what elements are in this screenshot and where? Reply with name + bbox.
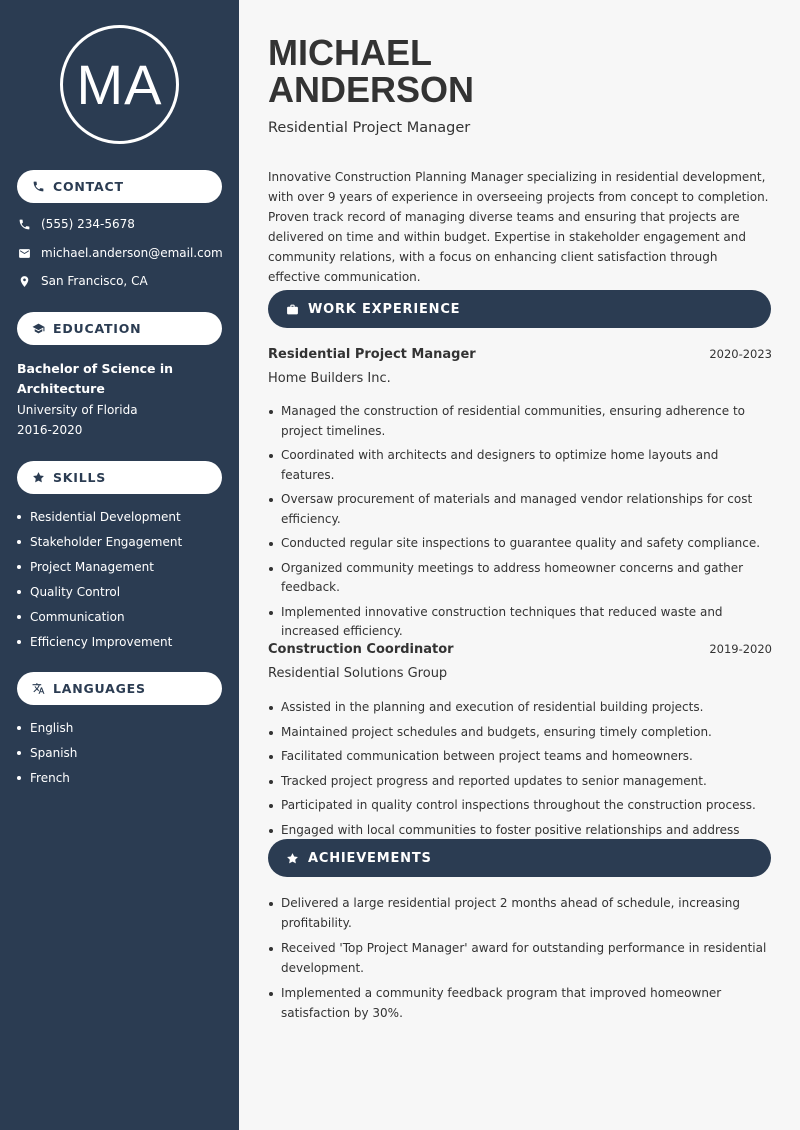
- job-bullet: Implemented innovative construction techniques that reduced waste and increased efficiency.: [268, 603, 772, 642]
- sidebar: [0, 0, 239, 1130]
- skill-item: Quality Control: [17, 579, 182, 604]
- job-title: Residential Project Manager: [268, 120, 471, 136]
- education-degree: Bachelor of Science in Architecture: [17, 361, 174, 396]
- achievements-label: ACHIEVEMENTS: [308, 850, 432, 866]
- education-heading-label: EDUCATION: [53, 321, 142, 336]
- avatar: [60, 25, 179, 144]
- contact-email-text: michael.anderson@email.com: [41, 246, 223, 260]
- job-bullets: [268, 698, 772, 860]
- language-item: English: [17, 715, 77, 740]
- graduation-cap-icon: [31, 322, 45, 336]
- skill-item: Residential Development: [17, 504, 182, 529]
- contact-location: [17, 274, 148, 288]
- education-school: University of Florida: [17, 403, 138, 417]
- job-bullets: [268, 402, 772, 642]
- work-experience-label: WORK EXPERIENCE: [308, 301, 461, 317]
- job-bullet: Oversaw procurement of materials and managed vendor relationships for cost efficiency.: [268, 490, 772, 529]
- education-heading: [17, 312, 222, 345]
- work-experience-heading: [268, 290, 771, 328]
- job-bullet: Maintained project schedules and budgets, ensuring timely completion.: [268, 723, 772, 743]
- job-bullet: Participated in quality control inspections throughout the construction process.: [268, 796, 772, 816]
- email-icon: [17, 246, 31, 260]
- avatar-initials: MA: [76, 53, 163, 116]
- languages-heading: [17, 672, 222, 705]
- skills-list: [17, 504, 182, 654]
- skill-item: Communication: [17, 604, 182, 629]
- language-item: French: [17, 765, 77, 790]
- job-dates: 2020-2023: [709, 347, 772, 361]
- job-bullet: Facilitated communication between project teams and homeowners.: [268, 747, 772, 767]
- phone-icon: [17, 217, 31, 231]
- briefcase-icon: [285, 302, 299, 316]
- job-bullet: Assisted in the planning and execution of residential building projects.: [268, 698, 772, 718]
- name-last: ANDERSON: [268, 69, 475, 110]
- achievement-item: Received 'Top Project Manager' award for outstanding performance in residential development.: [268, 939, 772, 978]
- contact-heading-label: CONTACT: [53, 179, 124, 194]
- job-role: Construction Coordinator: [268, 642, 454, 657]
- job-bullet: Conducted regular site inspections to guarantee quality and safety compliance.: [268, 534, 772, 554]
- job-bullet: Engaged with local communities to foster positive relationships and address: [268, 821, 772, 860]
- profile-summary: Innovative Construction Planning Manager specializing in residential development, with over 9 years of experience in overseeing projects from concept to completion. Proven track record of managing diverse teams and ensuring that projects are delivered on time and within budget. Expertise in stakeholder engagement and community relations, with a focus on enhancing client satisfaction through effective communication.: [268, 170, 769, 284]
- contact-email[interactable]: [17, 246, 223, 260]
- job-entry: [268, 642, 772, 686]
- languages-list: [17, 715, 77, 790]
- contact-heading: [17, 170, 222, 203]
- job-bullet: Managed the construction of residential communities, ensuring adherence to project timelines.: [268, 402, 772, 441]
- education-years: 2016-2020: [17, 423, 83, 437]
- job-dates: 2019-2020: [709, 642, 772, 656]
- achievement-item: Implemented a community feedback program that improved homeowner satisfaction by 30%.: [268, 984, 772, 1023]
- skill-item: Stakeholder Engagement: [17, 529, 182, 554]
- language-item: Spanish: [17, 740, 77, 765]
- job-role: Residential Project Manager: [268, 347, 476, 362]
- contact-phone[interactable]: [17, 217, 135, 231]
- phone-icon: [31, 180, 45, 194]
- job-bullet: Tracked project progress and reported updates to senior management.: [268, 772, 772, 792]
- job-company: Home Builders Inc.: [268, 371, 391, 386]
- star-icon: [285, 851, 299, 865]
- name-first: MICHAEL: [268, 32, 432, 73]
- contact-phone-text: (555) 234-5678: [41, 217, 135, 231]
- achievements-heading: [268, 839, 771, 877]
- location-pin-icon: [17, 274, 31, 288]
- job-company: Residential Solutions Group: [268, 666, 448, 681]
- star-icon: [31, 471, 45, 485]
- job-bullet: Organized community meetings to address homeowner concerns and gather feedback.: [268, 559, 772, 598]
- skills-heading-label: SKILLS: [53, 470, 107, 485]
- skill-item: Efficiency Improvement: [17, 629, 182, 654]
- achievements-list: [268, 894, 772, 1023]
- skills-heading: [17, 461, 222, 494]
- contact-location-text: San Francisco, CA: [41, 274, 148, 288]
- job-bullet: Coordinated with architects and designers to optimize home layouts and features.: [268, 446, 772, 485]
- languages-heading-label: LANGUAGES: [53, 681, 146, 696]
- translate-icon: [31, 682, 45, 696]
- skill-item: Project Management: [17, 554, 182, 579]
- job-entry: [268, 347, 772, 391]
- full-name: [268, 34, 474, 108]
- achievement-item: Delivered a large residential project 2 months ahead of schedule, increasing profitability.: [268, 894, 772, 933]
